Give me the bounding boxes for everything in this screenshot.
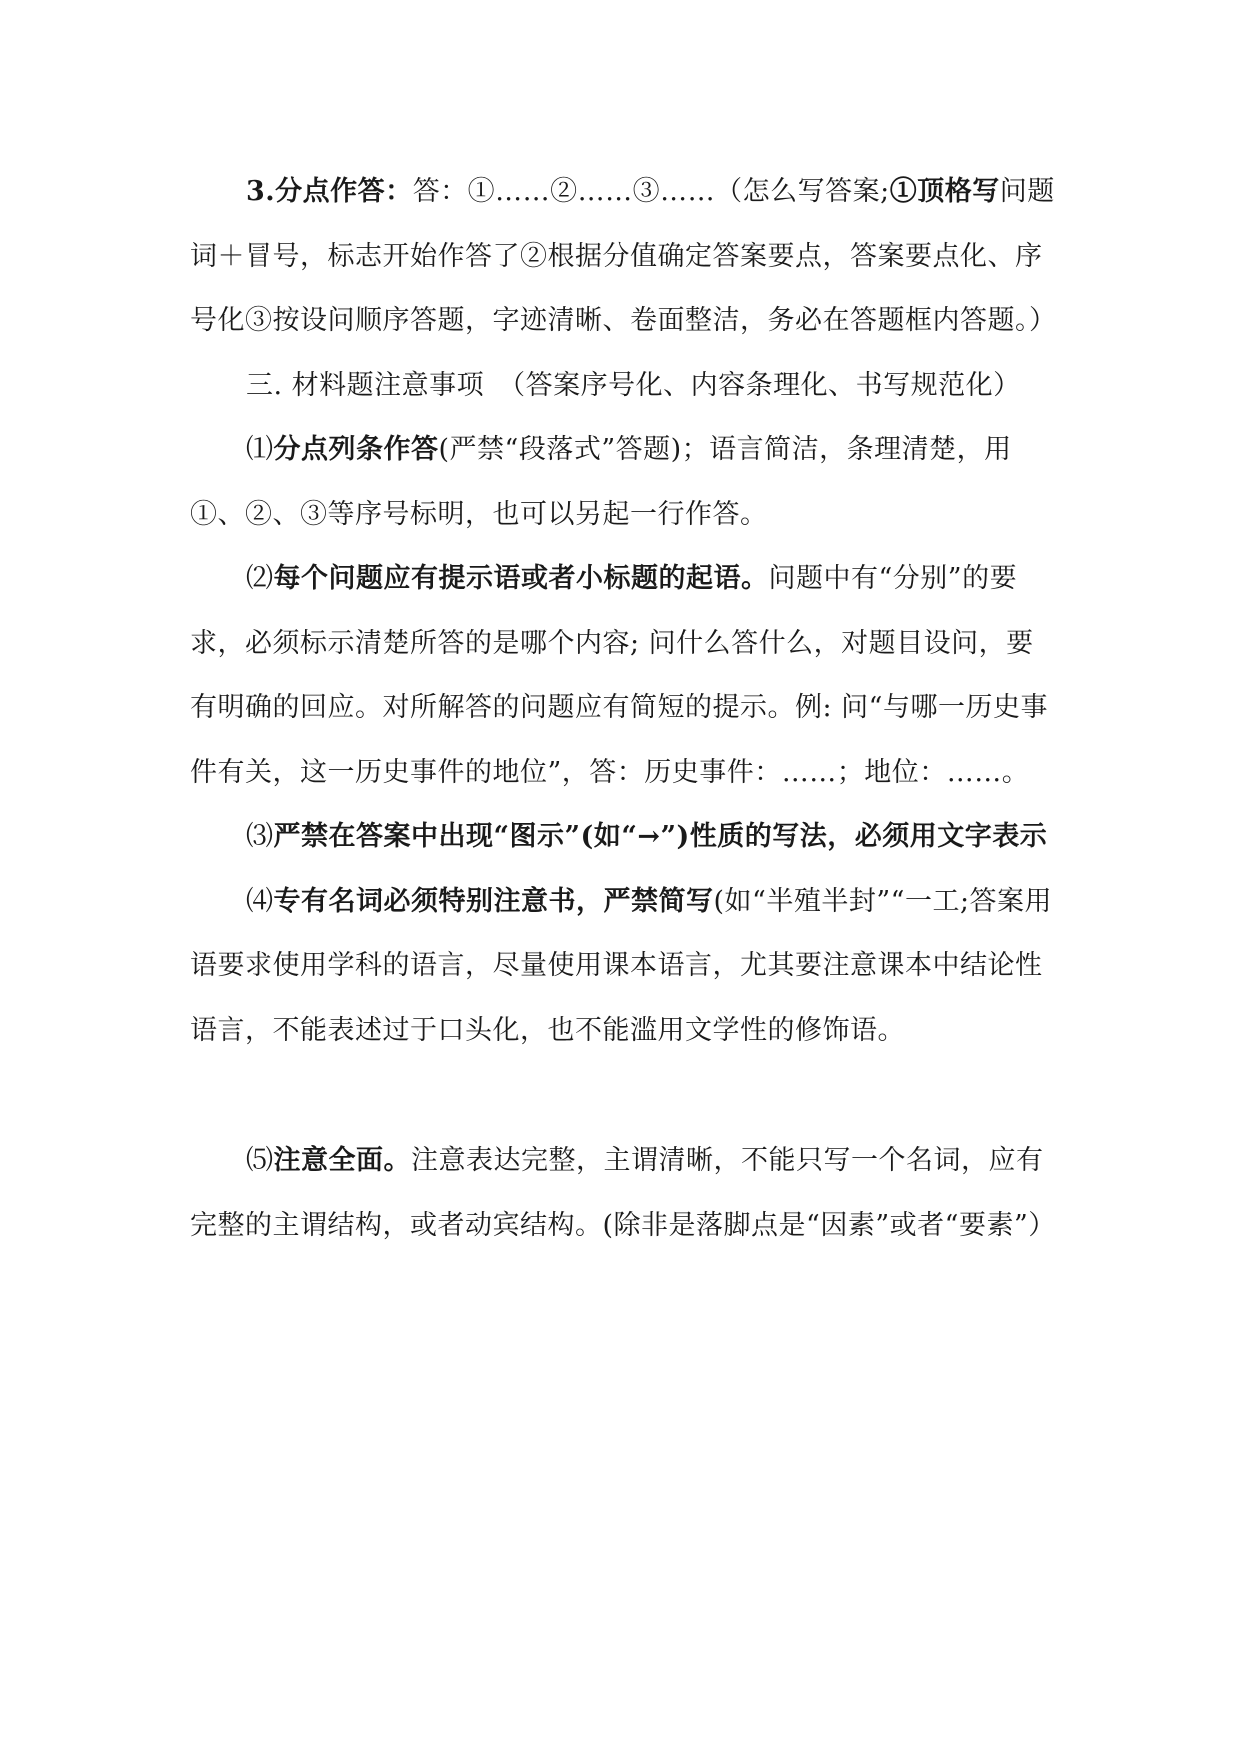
note-item-1-text: (严禁“段落式”答题)；语言简洁，条理清楚，用①、②、③等序号标明，也可以另起一行作答。 [190, 434, 1012, 530]
section-heading: 三. 材料题注意事项 （答案序号化、内容条理化、书写规范化） [246, 369, 1021, 401]
answer-format-text-continued: 问题词＋冒号，标志开始作答了②根据分值确定答案要点，答案要点化、序号化③按设问顺序答题，字迹清晰、卷面整洁，务必在答题框内答题。） [190, 176, 1057, 336]
note-item-4-number: ⑷ [246, 885, 274, 917]
note-item-5-title: 注意全面。 [273, 1145, 411, 1176]
note-item-2-text: 问题中有“分别”的要求，必须标示清楚所答的是哪个内容; 问什么答什么，对题目设问，要有明确的回应。对所解答的问题应有简短的提示。例: 问“与哪一历史事件有关，这一历史事件的地位”，答：历史事件：……；地位：……。 [190, 563, 1048, 788]
note-item-1 [190, 418, 1060, 547]
note-item-5-number: ⑸ [246, 1145, 274, 1176]
note-item-2 [190, 547, 1060, 805]
answer-format-bold-point: ①顶格写 [889, 176, 1000, 207]
note-item-4-title: 专有名词必须特别注意书，严禁简写 [273, 885, 714, 917]
note-item-3 [190, 805, 1060, 870]
note-item-2-title: 每个问题应有提示语或者小标题的起语。 [273, 563, 769, 594]
document-body [190, 160, 1060, 1258]
note-item-1-title: 分点列条作答 [273, 434, 439, 465]
note-item-3-title: 严禁在答案中出现“图示”(如“→”)性质的写法，必须用文字表示 [273, 821, 1048, 852]
note-item-2-number: ⑵ [246, 563, 274, 594]
note-item-5-text: 注意表达完整，主谓清晰，不能只写一个名词，应有完整的主谓结构，或者动宾结构。(除非是落脚点是“因素”或者“要素”） [190, 1145, 1056, 1241]
paragraph-spacer [190, 1063, 1060, 1129]
answer-format-text: 答：①……②……③……（怎么写答案; [412, 176, 890, 207]
note-item-1-number: ⑴ [246, 434, 274, 465]
note-item-4-text: (如“半殖半封”“一工;答案用语要求使用学科的语言，尽量使用课本语言，尤其要注意课本中结论性语言，不能表述过于口头化，也不能滥用文学性的修饰语。 [190, 885, 1053, 1046]
answer-format-heading: 3.分点作答： [246, 176, 413, 207]
note-item-3-number: ⑶ [246, 821, 274, 852]
note-item-5 [190, 1129, 1060, 1258]
paragraph-answer-format [190, 160, 1060, 354]
note-item-4 [190, 870, 1060, 1064]
